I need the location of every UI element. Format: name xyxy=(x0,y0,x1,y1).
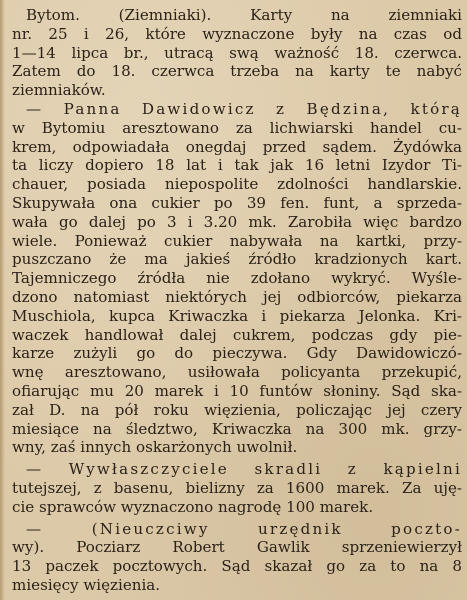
text-line: Bytom. (Ziemniaki). Karty na ziemniaki xyxy=(26,6,462,24)
text-line: dzono natomiast niektórych jej odbiorców, piekarza xyxy=(12,287,462,306)
text-line: puszczano że ma jakieś źródło kradzionych kart. xyxy=(12,250,462,269)
text-line: Zatem do 18. czerwca trzeba na karty te nabyć xyxy=(12,62,462,81)
text-line: cie sprawców wyznaczono nagrodę 100 marek. xyxy=(12,497,374,516)
text-line: Skupywała ona cukier po 39 fen. funt, a sprzeda- xyxy=(12,193,462,212)
text-line: wnę aresztowano, usiłowała policyanta przekupić, xyxy=(12,363,462,382)
text-line: w Bytomiu aresztowano za lichwiarski handel cu- xyxy=(12,118,462,137)
text-line: — Panna Dawidowicz z Będzina, którą xyxy=(26,99,462,118)
text-line: Muschiola, kupca Kriwaczka i piekarza Jelonka. Kri- xyxy=(12,306,462,325)
text-line: — Wywłaszczyciele skradli z kąpielni xyxy=(26,460,462,479)
text-line: ziemniaków. xyxy=(12,81,106,100)
text-line: miesięcy więzienia. xyxy=(12,575,161,594)
text-line: ofiarując mu 20 marek i 10 funtów słoniny. Sąd ska- xyxy=(12,381,462,400)
text-line: zał D. na pół roku więzienia, policzając jej czery xyxy=(12,400,462,419)
text-line: — (Nieuczciwy urzędnik poczto- xyxy=(26,519,462,538)
text-line: chauer, posiada niepospolite zdolności handlarskie. xyxy=(12,175,462,194)
paragraph-wywlaszczyciele xyxy=(12,460,462,516)
text-line: wiele. Ponieważ cukier nabywała na kartki, przy- xyxy=(12,231,462,250)
paragraph-dawidowicz xyxy=(12,100,462,457)
text-line: 13 paczek pocztowych. Sąd skazał go za to na 8 xyxy=(12,557,462,576)
paper-edge-shadow xyxy=(0,0,5,600)
text-line: 1—14 lipca br., utracą swą ważność 18. czerwca. xyxy=(12,43,462,62)
text-line: nr. 25 i 26, które wyznaczone były na czas od xyxy=(12,24,462,43)
text-line: karze zużyli go do pieczywa. Gdy Dawidowiczó- xyxy=(12,344,462,363)
text-line: wny, zaś innych oskarżonych uwolnił. xyxy=(12,438,298,457)
text-line: tutejszej, z basenu, bielizny za 1600 marek. Za uję- xyxy=(12,478,462,497)
text-line: waczek handlował dalej cukrem, podczas gdy pie- xyxy=(12,325,462,344)
paragraph-postal-official xyxy=(12,520,462,595)
paragraph-bytom-potatoes xyxy=(12,6,462,100)
text-line: wy). Pocziarz Robert Gawlik sprzeniewierzył xyxy=(12,538,462,557)
text-line: miesiące na śledztwo, Kriwaczka na 300 mk. grzy- xyxy=(12,419,462,438)
text-line: Tajemniczego źródła nie zdołano wykryć. Wyśle- xyxy=(12,269,462,288)
text-line: krem, odpowiadała onegdaj przed sądem. Żydówka xyxy=(12,137,462,156)
text-line: ta liczy dopiero 18 lat i tak jak 16 letni Izydor Ti- xyxy=(12,156,462,175)
text-line: wała go dalej po 3 i 3.20 mk. Zarobiła więc bardzo xyxy=(12,212,462,231)
